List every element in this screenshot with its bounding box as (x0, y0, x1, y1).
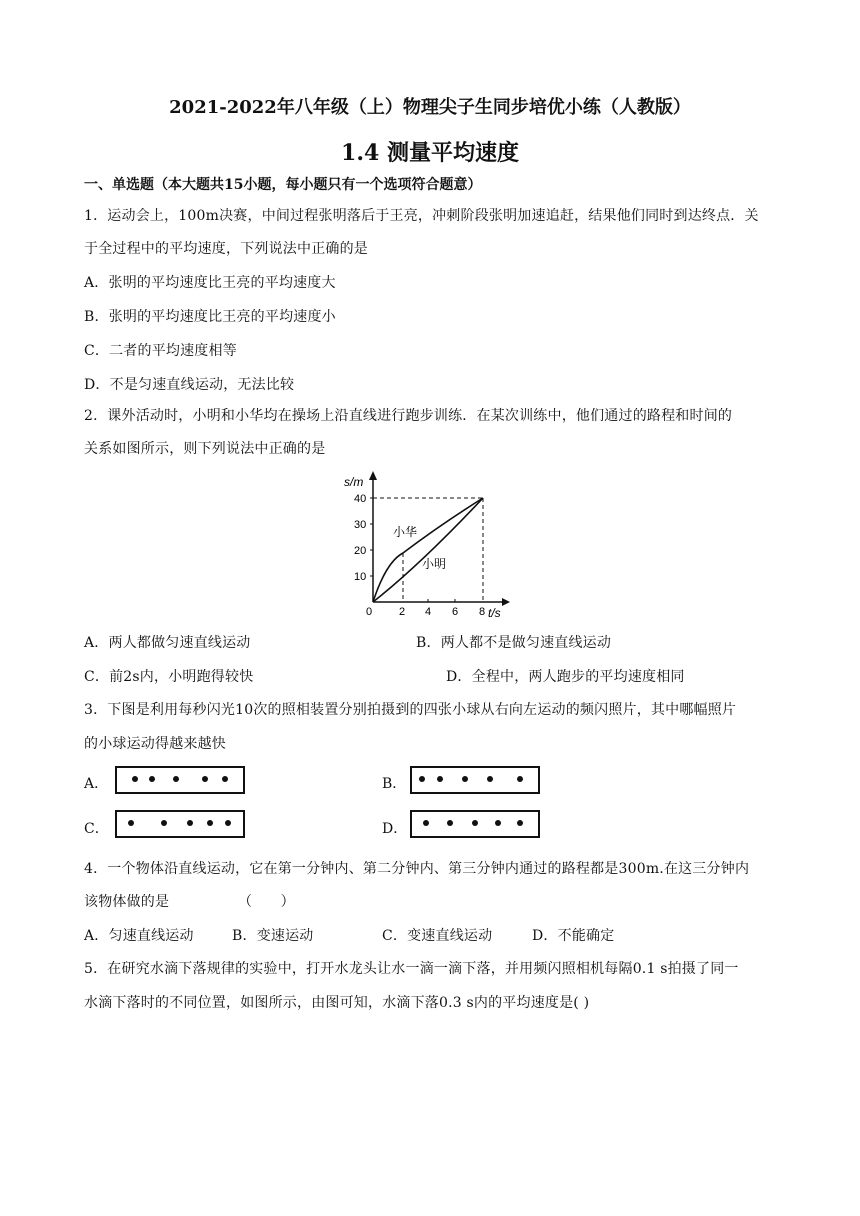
strobe-ball (472, 820, 478, 826)
q3-label-b: B． (382, 776, 407, 792)
strobe-ball (495, 820, 501, 826)
q2-option-a: A．两人都做匀速直线运动 (84, 635, 251, 651)
graph-xtick-8: 8 (479, 606, 486, 618)
q2-stem-line1: 2．课外活动时，小明和小华均在操场上沿直线进行跑步训练．在某次训练中，他们通过的路程和时间的 (84, 408, 733, 424)
q4-option-a: A．匀速直线运动 (84, 928, 194, 944)
graph-label-xiaoming: 小明 (422, 557, 447, 571)
q4-option-b: B．变速运动 (232, 928, 314, 944)
q3-stem-line2: 的小球运动得越来越快 (84, 736, 226, 752)
q3-label-c: C． (84, 821, 109, 837)
graph-label-xiaohua: 小华 (393, 525, 418, 539)
strobe-ball (132, 776, 138, 782)
strobe-ball (419, 776, 425, 782)
strobe-ball (225, 820, 231, 826)
q4-answer-blank: （ ） (238, 894, 295, 910)
graph-xtick-6: 6 (452, 606, 459, 618)
strobe-ball (161, 820, 167, 826)
strobe-ball (517, 776, 523, 782)
q4-option-d: D．不能确定 (532, 928, 615, 944)
strobe-ball (187, 820, 193, 826)
q3-label-a: A． (84, 776, 109, 792)
strobe-ball (149, 776, 155, 782)
strobe-ball (222, 776, 228, 782)
q4-stem-line1: 4．一个物体沿直线运动，它在第一分钟内、第二分钟内、第三分钟内通过的路程都是300m.在这三分钟内 (84, 861, 750, 877)
section-heading: 一、单选题（本大题共15小题，每小题只有一个选项符合题意） (84, 177, 482, 193)
q3-strobe-photo-d (410, 810, 540, 838)
page-title: 2021-2022年八年级（上）物理尖子生同步培优小练（人教版） (169, 97, 691, 118)
q3-strobe-photo-b (410, 766, 540, 794)
graph-ytick-30: 30 (354, 519, 367, 531)
q1-option-c: C．二者的平均速度相等 (84, 343, 237, 359)
q2-option-c: C．前2s内，小明跑得较快 (84, 669, 254, 685)
graph-ytick-20: 20 (354, 545, 367, 557)
strobe-ball (128, 820, 134, 826)
q3-strobe-photo-a (115, 766, 245, 794)
q4-stem-line2: 该物体做的是 (84, 894, 170, 910)
graph-ytick-10: 10 (354, 571, 367, 583)
lesson-title: 1.4 测量平均速度 (341, 140, 519, 166)
strobe-ball (173, 776, 179, 782)
strobe-ball (447, 820, 453, 826)
strobe-ball (207, 820, 213, 826)
q1-stem-line2: 于全过程中的平均速度，下列说法中正确的是 (84, 241, 368, 257)
q4-option-c: C．变速直线运动 (382, 928, 493, 944)
q2-option-d: D．全程中，两人跑步的平均速度相同 (446, 669, 685, 685)
q1-stem-line1: 1．运动会上，100m决赛，中间过程张明落后于王亮，冲刺阶段张明加速追赶，结果他们同时到达终点．关 (84, 208, 759, 224)
q2-stem-line2: 关系如图所示，则下列说法中正确的是 (84, 441, 326, 457)
strobe-ball (437, 776, 443, 782)
strobe-ball (487, 776, 493, 782)
q3-strobe-photo-c (115, 810, 245, 838)
strobe-ball (423, 820, 429, 826)
graph-xtick-2: 2 (399, 606, 406, 618)
q1-option-b: B．张明的平均速度比王亮的平均速度小 (84, 309, 336, 325)
q1-option-d: D．不是匀速直线运动，无法比较 (84, 377, 295, 393)
graph-ylabel: s/m (344, 475, 364, 489)
distance-time-graph (330, 470, 510, 620)
q5-stem-line2: 水滴下落时的不同位置，如图所示，由图可知，水滴下落0.3 s内的平均速度是( ) (84, 995, 590, 1011)
q2-option-b: B．两人都不是做匀速直线运动 (416, 635, 612, 651)
graph-xlabel: t/s (488, 606, 501, 620)
strobe-ball (202, 776, 208, 782)
q5-stem-line1: 5．在研究水滴下落规律的实验中，打开水龙头让水一滴一滴下落，并用频闪照相机每隔0.1 s拍摄了同一 (84, 961, 739, 977)
q1-option-a: A．张明的平均速度比王亮的平均速度大 (84, 275, 336, 291)
graph-origin: 0 (366, 606, 373, 618)
strobe-ball (517, 820, 523, 826)
graph-xtick-4: 4 (425, 606, 432, 618)
q3-stem-line1: 3．下图是利用每秒闪光10次的照相装置分别拍摄到的四张小球从右向左运动的频闪照片，其中哪幅照片 (84, 702, 737, 718)
q3-label-d: D． (382, 821, 408, 837)
strobe-ball (462, 776, 468, 782)
graph-ytick-40: 40 (354, 493, 367, 505)
